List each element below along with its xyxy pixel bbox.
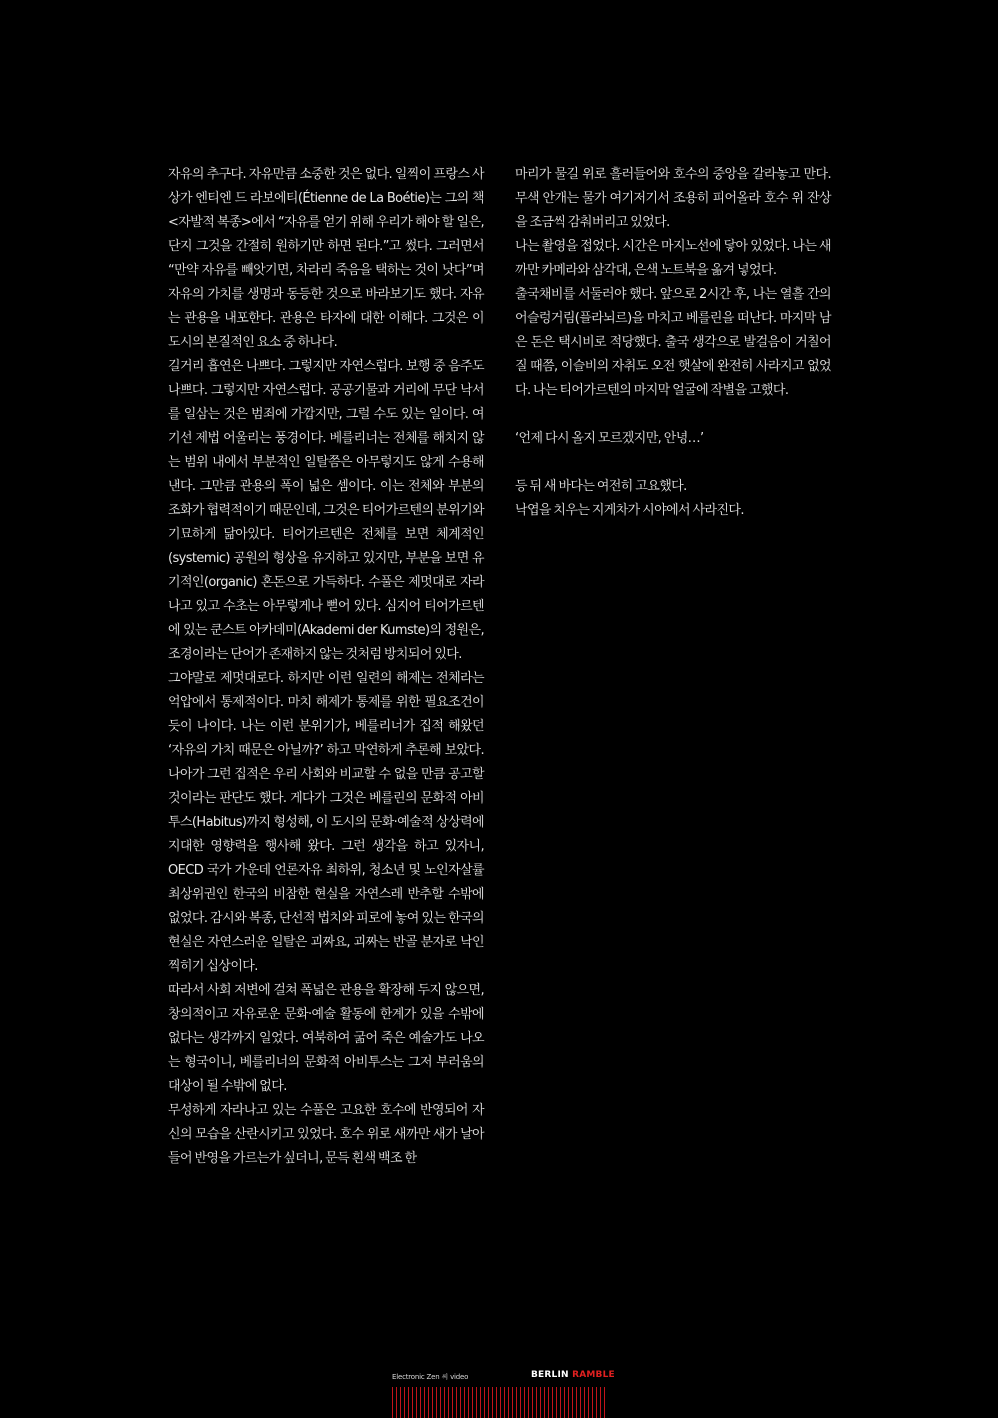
paragraph: 등 뒤 새 바다는 여전히 고요했다. (515, 479, 687, 494)
paragraph-spacer (515, 451, 831, 475)
paragraph: 출국채비를 서둘러야 했다. 앞으로 2시간 후, 나는 열흘 간의 어슬렁거림(플라뇌르)을 마치고 베를린을 떠난다. 마지막 남은 돈은 택시비로 적당했다. 출국 생각으로 발걸음이 거칠어질 때쯤, 이슬비의 자취도 오전 햇살에 완전히 사라지고 없었다. 나는 티어가르텐의 마지막 얼굴에 작별을 고했다. (515, 287, 831, 398)
paragraph: 자유의 추구다. 자유만큼 소중한 것은 없다. 일찍이 프랑스 사상가 엔티엔 드 라보에티(Étienne de La Boétie)는 그의 책 <자발적 복종>에서 “자유를 얻기 위해 우리가 해야 할 일은, 단지 그것을 간절히 원하기만 하면 된다.”고 썼다. 그러면서 “만약 자유를 빼앗기면, 차라리 죽음을 택하는 것이 낫다”며 자유의 가치를 생명과 동등한 것으로 바라보기도 했다. 자유는 관용을 내포한다. 관용은 타자에 대한 이해다. 그것은 이 도시의 본질적인 요소 중 하나다. (168, 167, 484, 350)
article-right-column (515, 163, 831, 523)
paragraph: 따라서 사회 저변에 걸쳐 폭넓은 관용을 확장해 두지 않으면, 창의적이고 자유로운 문화·예술 활동에 한계가 있을 수밖에 없다는 생각까지 일었다. 여북하여 굶어 죽은 예술가도 나오는 형국이니, 베를리너의 문화적 아비투스는 그저 부러움의 대상이 될 수밖에 없다. (168, 983, 484, 1094)
footer-barcode-stripes (392, 1387, 606, 1418)
paragraph: 길거리 흡연은 나쁘다. 그렇지만 자연스럽다. 보행 중 음주도 나쁘다. 그렇지만 자연스럽다. 공공기물과 거리에 무단 낙서를 일삼는 것은 범죄에 가깝지만, 그럴 수도 있는 일이다. 여기선 제법 어울리는 풍경이다. 베를리너는 전체를 해치지 않는 범위 내에서 부분적인 일탈쯤은 아무렇지도 않게 수용해낸다. 그만큼 관용의 폭이 넓은 셈이다. 이는 전체와 부분의 조화가 협력적이기 때문인데, 그것은 티어가르텐의 분위기와 기묘하게 닮아있다. 티어가르텐은 전체를 보면 체계적인(systemic) 공원의 형상을 유지하고 있지만, 부분을 보면 유기적인(organic) 혼돈으로 가득하다. 수풀은 제멋대로 자라나고 있고 수초는 아무렇게나 뻗어 있다. 심지어 티어가르텐에 있는 쿤스트 아카데미(Akademi der Kumste)의 정원은, 조경이라는 단어가 존재하지 않는 것처럼 방치되어 있다. (168, 359, 484, 662)
brand-word-ramble: RAMBLE (572, 1370, 615, 1380)
paragraph-spacer (515, 403, 831, 427)
brand-word-berlin: BERLIN (531, 1370, 569, 1380)
article-left-column (168, 163, 484, 1171)
paragraph: 무성하게 자라나고 있는 수풀은 고요한 호수에 반영되어 자신의 모습을 산란시키고 있었다. 호수 위로 새까만 새가 날아들어 반영을 가르는가 싶더니, 문득 흰색 백조 한 (168, 1103, 484, 1166)
footer-credit: Electronic Zen 씨 video (392, 1373, 469, 1381)
paragraph: 나는 촬영을 접었다. 시간은 마지노선에 닿아 있었다. 나는 새까만 카메라와 삼각대, 은색 노트북을 옮겨 넣었다. (515, 239, 831, 278)
paragraph: 마리가 물길 위로 흘러들어와 호수의 중앙을 갈라놓고 만다. 무색 안개는 물가 여기저기서 조용히 피어올라 호수 위 잔상을 조금씩 감춰버리고 있었다. (515, 167, 831, 230)
quote-line: ‘언제 다시 올지 모르겠지만, 안녕…’ (515, 431, 704, 446)
paragraph: 낙엽을 치우는 지게차가 시야에서 사라진다. (515, 503, 744, 518)
paragraph: 그야말로 제멋대로다. 하지만 이런 일련의 해제는 전체라는 억압에서 통제적이다. 마치 해제가 통제를 위한 필요조건이듯이 나이다. 나는 이런 분위기가, 베를리너가 집적 해왔던 ‘자유의 가치 때문은 아닐까?’ 하고 막연하게 추론해 보았다. 나아가 그런 집적은 우리 사회와 비교할 수 없을 만큼 공고할 것이라는 판단도 했다. 게다가 그것은 베를린의 문화적 아비투스(Habitus)까지 형성해, 이 도시의 문화·예술적 상상력에 지대한 영향력을 행사해 왔다. 그런 생각을 하고 있자니, OECD 국가 가운데 언론자유 최하위, 청소년 및 노인자살률 최상위권인 한국의 비참한 현실을 자연스레 반추할 수밖에 없었다. 감시와 복종, 단선적 법치와 피로에 놓여 있는 한국의 현실은 자연스러운 일탈은 괴짜요, 괴짜는 반골 분자로 낙인찍히기 십상이다. (168, 671, 484, 974)
footer-brand-logo (531, 1370, 615, 1380)
